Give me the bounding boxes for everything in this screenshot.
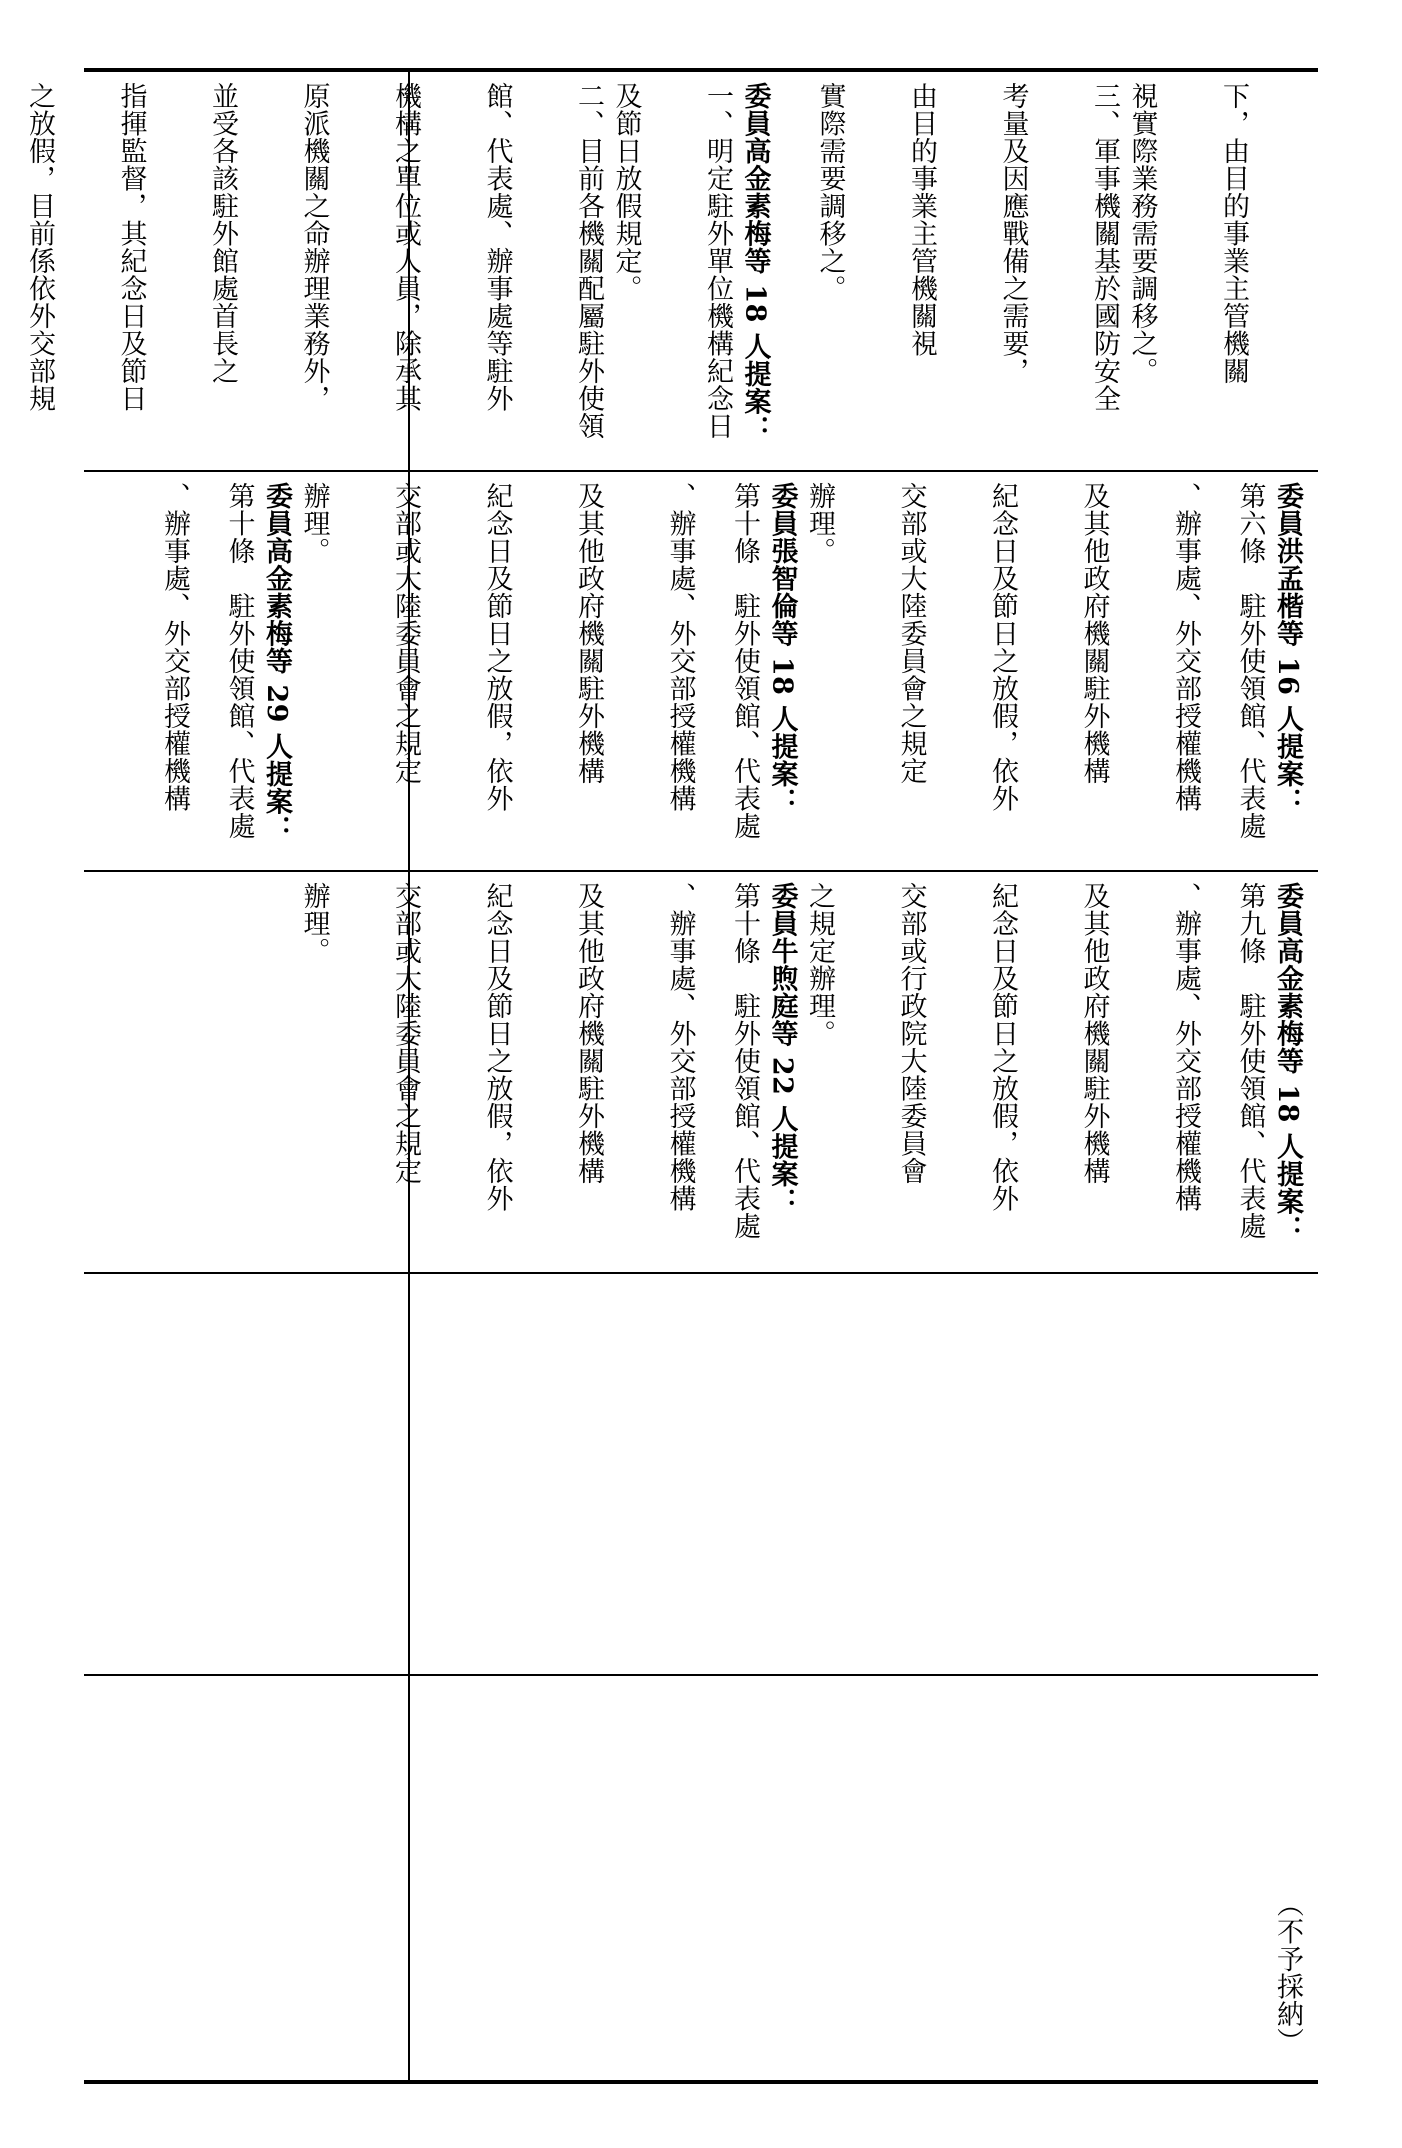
text-line: 紀念日及節日之放假，依外 xyxy=(481,482,513,812)
text-line: 、辦事處、外交部授權機構 xyxy=(159,482,190,812)
table-bottom-rule xyxy=(84,2080,1318,2084)
text-line: 實際需要調移之。 xyxy=(814,82,846,302)
text-line: 機構之單位或人員，除承其 xyxy=(390,82,421,412)
text-line: （不予採納） xyxy=(1272,1890,1303,2055)
proposal-heading: 委員牛煦庭等 22 人提案： xyxy=(766,882,798,1216)
proposal-heading: 委員高金素梅等 18 人提案： xyxy=(739,82,771,443)
proposal-heading: 委員洪孟楷等 16 人提案： xyxy=(1272,482,1303,816)
text-line: 、辦事處、外交部授權機構 xyxy=(1170,482,1201,812)
text-line: 辦理。 xyxy=(804,482,835,565)
table-cell-row4 xyxy=(420,1284,1306,1664)
table-cell-row1 xyxy=(24,82,1306,462)
text-line: 由目的事業主管機關視 xyxy=(906,82,937,357)
text-line: 及其他政府機關駐外機構 xyxy=(573,482,604,785)
text-line: 及節日放假規定。 xyxy=(610,82,642,302)
text-line: 紀念日及節日之放假，依外 xyxy=(987,882,1018,1212)
proposal-heading: 委員高金素梅等 29 人提案： xyxy=(261,482,292,843)
table-top-rule xyxy=(84,68,1318,72)
text-line: 交部或大陸委員會之規定 xyxy=(390,882,421,1185)
text-line: 視實際業務需要調移之。 xyxy=(1126,82,1158,385)
text-line: 交部或大陸委員會之規定 xyxy=(390,482,421,785)
text-line: 、辦事處、外交部授權機構 xyxy=(664,882,696,1212)
text-line: 第十條 駐外使領館、代表處 xyxy=(729,482,760,840)
text-line: 辦理。 xyxy=(298,482,330,565)
table-cell-row5 xyxy=(420,1890,1306,2070)
row-divider-3 xyxy=(84,1272,1318,1274)
text-line: 及其他政府機關駐外機構 xyxy=(1078,882,1110,1185)
text-line: 第六條 駐外使領館、代表處 xyxy=(1234,482,1266,840)
text-line: 第十條 駐外使領館、代表處 xyxy=(729,882,760,1240)
text-line xyxy=(774,82,812,462)
text-line xyxy=(0,82,21,462)
proposal-heading: 委員張智倫等 18 人提案： xyxy=(766,482,798,816)
text-line: 交部或大陸委員會之規定 xyxy=(895,482,927,785)
text-line: 、辦事處、外交部授權機構 xyxy=(664,482,696,812)
text-line: 原派機關之命辦理業務外， xyxy=(298,82,330,412)
text-line: 二、目前各機關配屬駐外使領 xyxy=(573,82,604,440)
table-cell-row3 xyxy=(298,882,1306,1262)
text-line: 交部或行政院大陸委員會 xyxy=(895,882,927,1185)
text-line: 館、代表處、辦事處等駐外 xyxy=(481,82,513,412)
text-line: 下，由目的事業主管機關 xyxy=(1218,82,1249,385)
proposal-heading: 委員高金素梅等 18 人提案： xyxy=(1272,882,1303,1243)
row-divider-4 xyxy=(84,1674,1318,1676)
text-line: 指揮監督，其紀念日及節日 xyxy=(115,82,147,412)
row-divider-2 xyxy=(84,870,1318,872)
text-line: 並受各該駐外館處首長之 xyxy=(207,82,238,385)
row-divider-1 xyxy=(84,470,1318,472)
text-line: 第九條 駐外使領館、代表處 xyxy=(1234,882,1266,1240)
text-line: 一、明定駐外單位機構紀念日 xyxy=(702,82,733,440)
text-line: 之放假，目前係依外交部規 xyxy=(24,82,55,412)
text-line: 、辦事處、外交部授權機構 xyxy=(1170,882,1201,1212)
text-line: 考量及因應戰備之需要， xyxy=(997,82,1029,385)
text-line: 三、軍事機關基於國防安全 xyxy=(1089,82,1120,412)
text-line: 第十條 駐外使領館、代表處 xyxy=(223,482,255,840)
text-line: 紀念日及節日之放假，依外 xyxy=(481,882,513,1212)
text-line: 之規定辦理。 xyxy=(804,882,835,1047)
text-line: 辦理。 xyxy=(298,882,330,965)
text-line: 及其他政府機關駐外機構 xyxy=(1078,482,1110,785)
text-line: 及其他政府機關駐外機構 xyxy=(573,882,604,1185)
table-cell-row2 xyxy=(159,482,1306,862)
text-line: 紀念日及節日之放假，依外 xyxy=(987,482,1018,812)
